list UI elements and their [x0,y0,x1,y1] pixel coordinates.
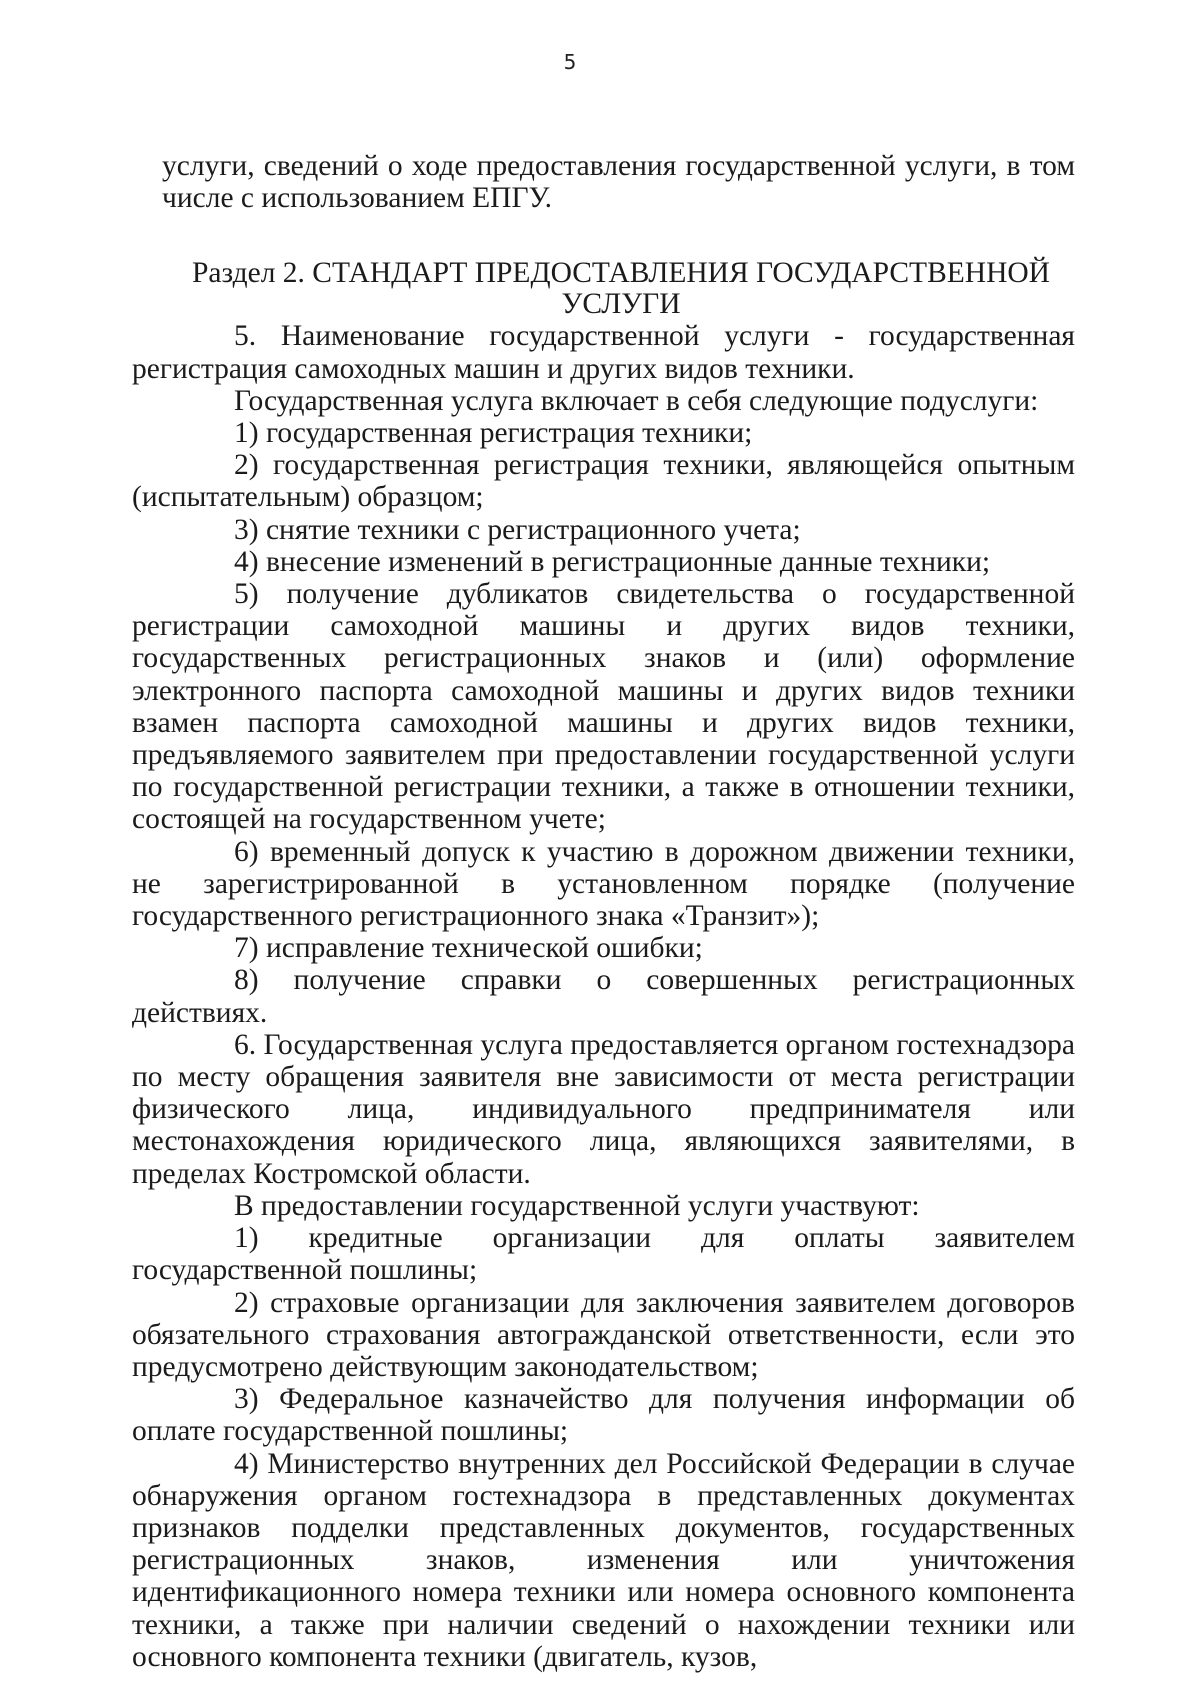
paragraph-participant-4: 4) Министерство внутренних дел Российской Федерации в случае обнаружения органом гостехнадзора в представленных документах признаков подделки представленных документов, государственных регистрационных знаков, изменения или уничтожения идентификационного номера техники или номера основного компонента техники, а также при наличии сведений о нахождении техники или основного компонента техники (двигатель, кузов, [132,1447,1075,1673]
section-heading [132,258,1075,320]
paragraph-subservice-8: 8) получение справки о совершенных регистрационных действиях. [132,964,1075,1029]
paragraph-subservice-1: 1) государственная регистрация техники; [234,417,753,450]
paragraph-participants-intro: В предоставлении государственной услуги участвуют: [234,1189,920,1222]
paragraph-participant-3: 3) Федеральное казначейство для получения информации об оплате государственной пошлины; [132,1383,1075,1448]
paragraph-subservices-intro: Государственная услуга включает в себя следующие подуслуги: [234,384,1039,417]
paragraph-subservice-7: 7) исправление технической ошибки; [234,932,703,965]
page-number: 5 [563,50,577,74]
section-heading-line-2: УСЛУГИ [561,288,681,321]
paragraph-subservice-6: 6) временный допуск к участию в дорожном движении техники, не зарегистрированной в установленном порядке (получение государственного регистрационного знака «Транзит»); [132,835,1075,933]
paragraph-participant-1: 1) кредитные организации для оплаты заявителем государственной пошлины; [132,1222,1075,1287]
paragraph-item-6-provider: 6. Государственная услуга предоставляется органом гостехнадзора по месту обращения заявителя вне зависимости от места регистрации физического лица, индивидуального предпринимателя или местонахождения юридического лица, являющихся заявителями, в пределах Костромской области. [132,1028,1075,1190]
paragraph-subservice-3: 3) снятие техники с регистрационного учета; [234,513,801,546]
paragraph-participant-2: 2) страховые организации для заключения заявителем договоров обязательного страхования автогражданской ответственности, если это предусмотрено действующим законодательством; [132,1286,1075,1383]
document-body [132,150,1075,1673]
paragraph-item-5-service-name: 5. Наименование государственной услуги - государственная регистрация самоходных машин и других видов техники. [132,320,1075,385]
section-heading-line-1: Раздел 2. СТАНДАРТ ПРЕДОСТАВЛЕНИЯ ГОСУДАРСТВЕННОЙ [191,257,1050,290]
paragraph-subservice-2: 2) государственная регистрация техники, являющейся опытным (испытательным) образцом; [132,449,1075,514]
paragraph-subservice-4: 4) внесение изменений в регистрационные данные техники; [234,545,991,578]
paragraph-subservice-5: 5) получение дубликатов свидетельства о государственной регистрации самоходной машины и других видов техники, государственных регистрационных знаков и (или) оформление электронного паспорта самоходной машины и других видов техники взамен паспорта самоходной машины и других видов техники, предъявляемого заявителем при предоставлении государственной услуги по государственной регистрации техники, а также в отношении техники, состоящей на государственном учете; [132,578,1075,836]
intro-paragraph: услуги, сведений о ходе предоставления государственной услуги, в том числе с использованием ЕПГУ. [162,150,1075,215]
